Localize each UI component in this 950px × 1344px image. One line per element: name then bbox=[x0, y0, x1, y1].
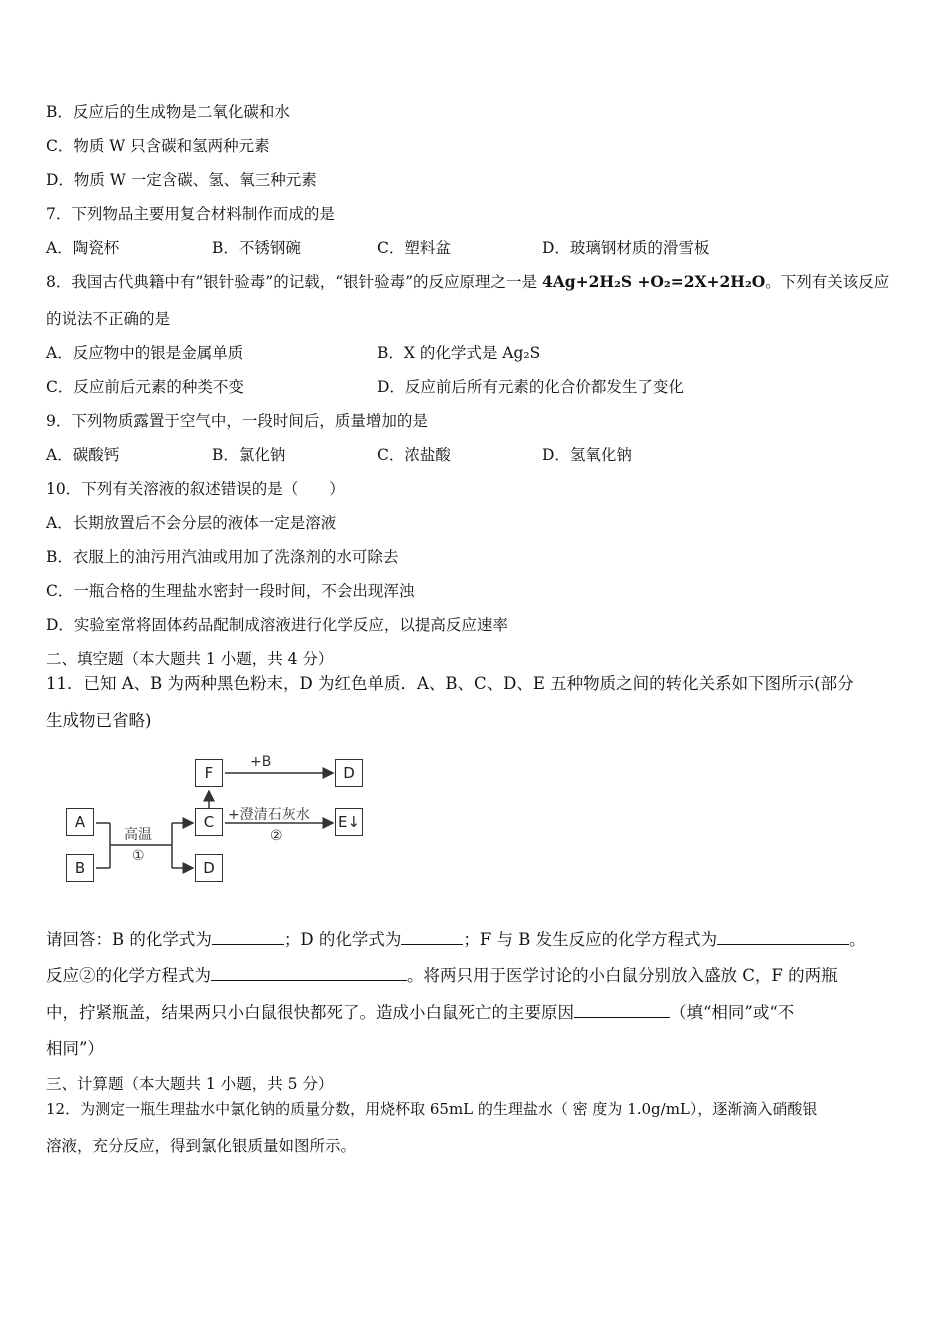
q7-option-a: A．陶瓷杯 bbox=[46, 239, 120, 257]
q7-option-b: B．不锈钢碗 bbox=[212, 239, 301, 257]
q6-option-c: C．物质 W 只含碳和氢两种元素 bbox=[46, 137, 270, 155]
q8-stem-prefix: 8．我国古代典籍中有”银针验毒”的记载，“银针验毒”的反应原理之一是 bbox=[46, 273, 542, 291]
section-3-heading: 三、计算题（本大题共 1 小题，共 5 分） bbox=[46, 1075, 334, 1093]
label-plus-b: +B bbox=[250, 754, 272, 770]
blank-d-formula[interactable] bbox=[401, 928, 463, 945]
q11-ans2-b: 。将两只用于医学讨论的小白鼠分别放入盛放 C，F 的两瓶 bbox=[407, 966, 838, 985]
label-reaction-2: ② bbox=[270, 828, 283, 844]
blank-reaction-2-equation[interactable] bbox=[211, 964, 407, 981]
q9-stem: 9．下列物质露置于空气中，一段时间后，质量增加的是 bbox=[46, 412, 428, 430]
q6-option-b: B．反应后的生成物是二氧化碳和水 bbox=[46, 103, 290, 121]
q7-stem: 7．下列物品主要用复合材料制作而成的是 bbox=[46, 205, 335, 223]
q8-stem-suffix: 。下列有关该反应 bbox=[765, 273, 890, 291]
box-d-bottom: D bbox=[195, 854, 223, 882]
q8-option-a: A．反应物中的银是金属单质 bbox=[46, 344, 244, 362]
q11-stem-line1: 11．已知 A、B 为两种黑色粉末，D 为红色单质．A、B、C、D、E 五种物质之间的转化关系如下图所示(部分 bbox=[46, 674, 854, 693]
q10-option-a: A．长期放置后不会分层的液体一定是溶液 bbox=[46, 514, 337, 532]
blank-death-cause[interactable] bbox=[574, 1001, 670, 1018]
q9-option-c: C．浓盐酸 bbox=[377, 446, 451, 464]
q11-answer-line1 bbox=[46, 928, 866, 951]
q10-option-c: C．一瓶合格的生理盐水密封一段时间，不会出现浑浊 bbox=[46, 582, 415, 600]
box-f: F bbox=[195, 759, 223, 787]
label-limewater: +澄清石灰水 bbox=[228, 807, 310, 823]
q11-ans1-d: 。 bbox=[849, 930, 866, 949]
q11-answer-line3 bbox=[46, 1001, 794, 1024]
q10-stem: 10．下列有关溶液的叙述错误的是（ ） bbox=[46, 480, 345, 498]
q11-answer-line2 bbox=[46, 964, 838, 987]
blank-b-formula[interactable] bbox=[212, 928, 284, 945]
q11-ans1-c: ；F 与 B 发生反应的化学方程式为 bbox=[463, 930, 718, 949]
q8-option-d: D．反应前后所有元素的化合价都发生了变化 bbox=[377, 378, 684, 396]
q11-answer-line4: 相同”） bbox=[46, 1039, 104, 1058]
q8-option-b: B．X 的化学式是 Ag₂S bbox=[377, 344, 541, 362]
box-d-top: D bbox=[335, 759, 363, 787]
box-b: B bbox=[66, 854, 94, 882]
q12-line1: 12．为测定一瓶生理盐水中氯化钠的质量分数，用烧杯取 65mL 的生理盐水（ 密 度为 1.0g/mL），逐渐滴入硝酸银 bbox=[46, 1100, 818, 1118]
label-high-temp: 高温 bbox=[124, 827, 152, 843]
q11-ans3-a: 中，拧紧瓶盖，结果两只小白鼠很快都死了。造成小白鼠死亡的主要原因 bbox=[46, 1003, 574, 1022]
q11-ans2-a: 反应②的化学方程式为 bbox=[46, 966, 211, 985]
q11-ans1-a: 请回答：B 的化学式为 bbox=[46, 930, 212, 949]
q10-option-d: D．实验室常将固体药品配制成溶液进行化学反应，以提高反应速率 bbox=[46, 616, 508, 634]
q10-option-b: B．衣服上的油污用汽油或用加了洗涤剂的水可除去 bbox=[46, 548, 399, 566]
q11-ans3-b: （填“相同”或“不 bbox=[670, 1003, 795, 1022]
q11-ans1-b: ；D 的化学式为 bbox=[283, 930, 402, 949]
q8-equation: 4Ag+2H₂S +O₂=2X+2H₂O bbox=[542, 272, 766, 291]
conversion-diagram bbox=[60, 748, 380, 898]
q7-option-d: D．玻璃钢材质的滑雪板 bbox=[542, 239, 710, 257]
q9-option-d: D．氢氧化钠 bbox=[542, 446, 632, 464]
q7-option-c: C．塑料盆 bbox=[377, 239, 451, 257]
section-2-heading: 二、填空题（本大题共 1 小题，共 4 分） bbox=[46, 650, 334, 668]
box-a: A bbox=[66, 808, 94, 836]
q12-line2: 溶液，充分反应，得到氯化银质量如图所示。 bbox=[46, 1137, 357, 1155]
q6-option-d: D．物质 W 一定含碳、氢、氧三种元素 bbox=[46, 171, 317, 189]
q9-option-b: B．氯化钠 bbox=[212, 446, 286, 464]
q9-option-a: A．碳酸钙 bbox=[46, 446, 120, 464]
blank-f-b-equation[interactable] bbox=[717, 928, 849, 945]
q8-stem bbox=[46, 271, 889, 293]
box-e: E↓ bbox=[335, 808, 363, 836]
q8-stem-line2: 的说法不正确的是 bbox=[46, 310, 171, 328]
q11-stem-line2: 生成物已省略) bbox=[46, 711, 152, 730]
label-reaction-1: ① bbox=[132, 848, 145, 864]
box-c: C bbox=[195, 808, 223, 836]
q8-option-c: C．反应前后元素的种类不变 bbox=[46, 378, 244, 396]
